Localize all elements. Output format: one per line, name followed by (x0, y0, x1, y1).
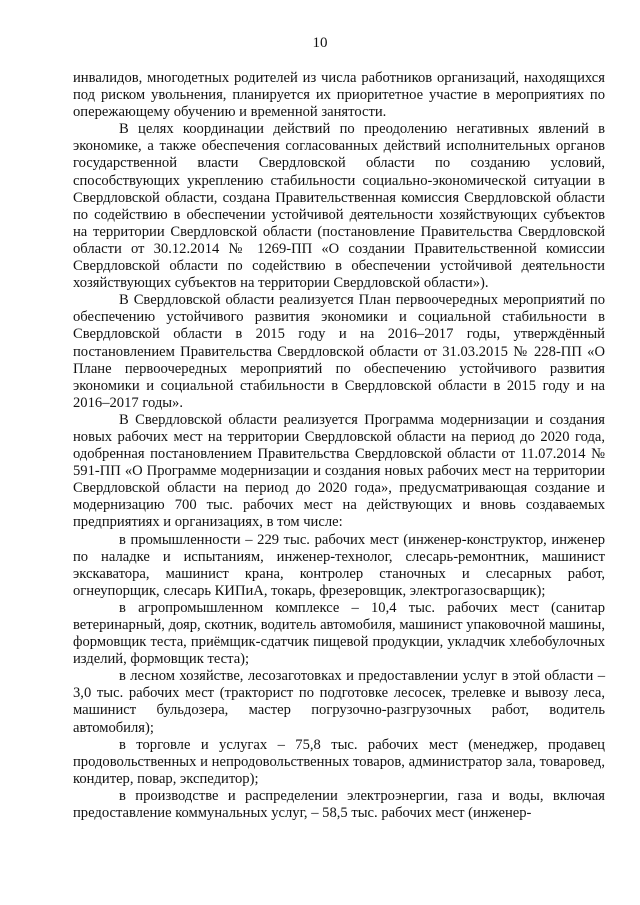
list-item-agriculture: в агропромышленном комплексе – 10,4 тыс. рабочих мест (санитар ветеринарный, дояр, скотник, водитель автомобиля, машинист упаковочной машины, формовщик теста, приёмщик-сдатчик пищевой продукции, укладчик хлебобулочных изделий, формовщик теста); (73, 599, 605, 668)
list-item-forestry: в лесном хозяйстве, лесозаготовках и предоставлении услуг в этой области – 3,0 тыс. рабочих мест (тракторист по подготовке лесосек, трелевке и вывозу леса, машинист бульдозера, мастер погрузочно-разгрузочных работ, водитель автомобиля); (73, 668, 605, 736)
paragraph-modernization-program: В Свердловской области реализуется Программа модернизации и создания новых рабочих мест на территории Свердловской области на период до 2020 года, одобренная постановлением Правительства Свердловской области от 11.07.2014 № 591-ПП «О Программе модернизации и создания новых рабочих мест на территории Свердловской области на период до 2020 года», предусматривающая создание и модернизацию 700 тыс. рабочих мест на действующих и вновь создаваемых предприятиях и организациях, в том числе: (73, 411, 605, 531)
page-number: 10 (312, 35, 328, 51)
list-item-utilities: в производстве и распределении электроэнергии, газа и воды, включая предоставление коммунальных услуг, – 58,5 тыс. рабочих мест (инженер- (73, 787, 605, 822)
list-item-trade: в торговле и услугах – 75,8 тыс. рабочих мест (менеджер, продавец продовольственных и непродовольственных товаров, администратор зала, товаровед, кондитер, повар, экспедитор); (73, 736, 605, 787)
paragraph-government-commission: В целях координации действий по преодолению негативных явлений в экономике, а также обеспечения согласованных действий исполнительных органов государственной власти Свердловской области по созданию условий, способствующих укреплению стабильности социально-экономической ситуации в Свердловской области, создана Правительственная комиссия Свердловской области по содействию в обеспечении устойчивой деятельности хозяйствующих субъектов на территории Свердловской области (постановление Правительства Свердловской области от 30.12.2014 № 1269-ПП «О создании Правительственной комиссии Свердловской области по содействию в обеспечении устойчивой деятельности хозяйствующих субъектов на территории Свердловской области»). (73, 121, 605, 292)
list-item-industry: в промышленности – 229 тыс. рабочих мест (инженер-конструктор, инженер по наладке и испытаниям, инженер-технолог, слесарь-ремонтник, машинист экскаватора, машинист крана, контролер станочных и слесарных работ, огнеупорщик, слесарь КИПиА, токарь, фрезеровщик, электрогазосварщик); (73, 531, 605, 599)
paragraph-priority-plan: В Свердловской области реализуется План первоочередных мероприятий по обеспечению устойчивого развития экономики и социальной стабильности в Свердловской области в 2015 году и на 2016–2017 годы, утверждённый постановлением Правительства Свердловской области от 31.03.2015 № 228-ПП «О Плане первоочередных мероприятий по обеспечению устойчивого развития экономики и социальной стабильности в Свердловской области в 2015 году и на 2016–2017 годы». (73, 292, 605, 411)
paragraph-continuation: инвалидов, многодетных родителей из числа работников организаций, находящихся под риском увольнения, планируется их приоритетное участие в мероприятиях по опережающему обучению и временной занятости. (73, 70, 605, 121)
document-body (73, 70, 605, 822)
